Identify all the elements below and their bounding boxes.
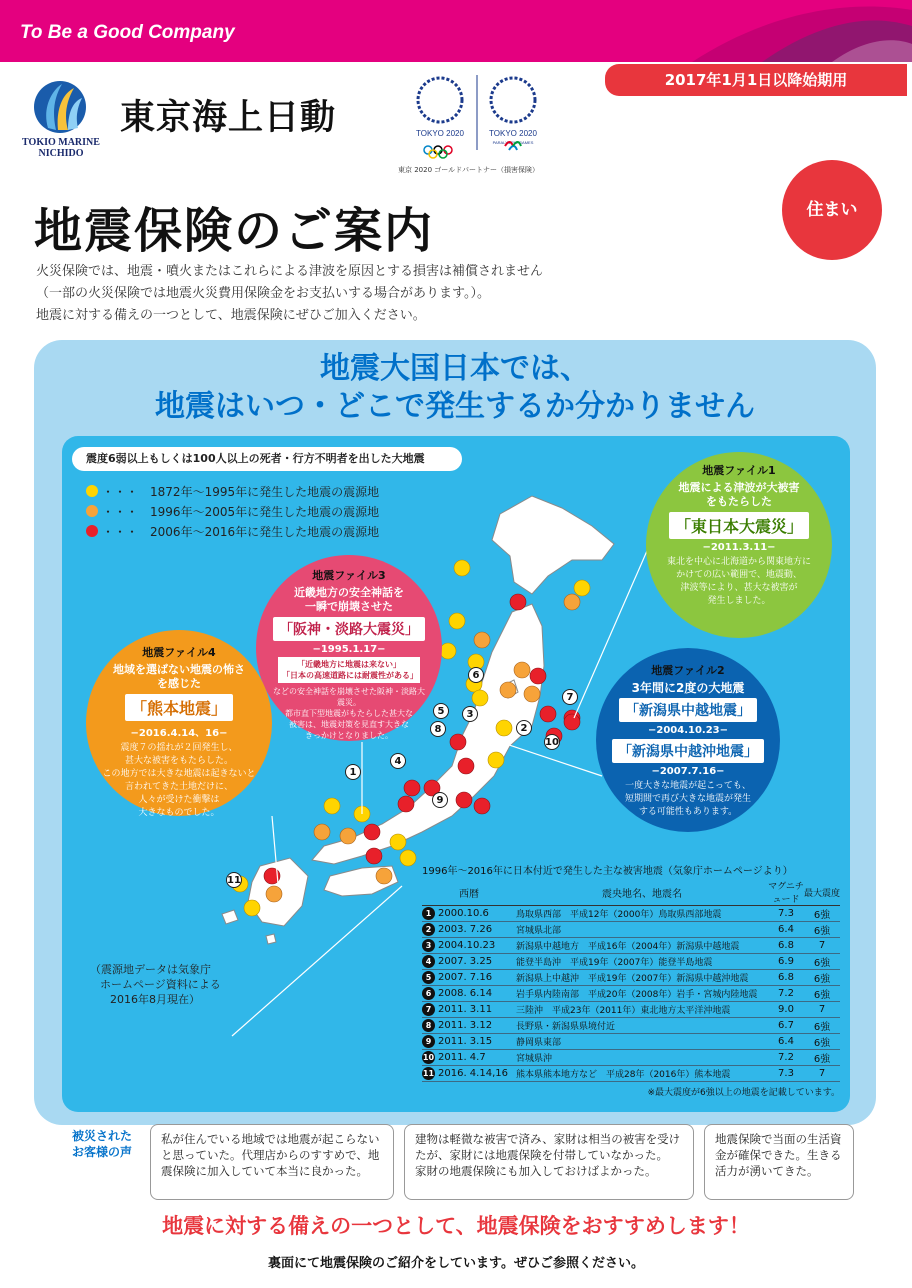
customer-voice-3: 地震保険で当面の生活資金が確保できた。生きる活力が湧いてきた。 xyxy=(704,1124,854,1200)
swoosh-graphic xyxy=(652,0,912,62)
legend-item: ・・・ 2006年〜2016年に発生した地震の震源地 xyxy=(86,524,379,540)
map-number-badge: 6 xyxy=(468,667,484,683)
customer-voice-1: 私が住んでいる地域では地震が起こらないと思っていた。代理店からのすすめで、地震保険に加入していて本当に良かった。 xyxy=(150,1124,394,1200)
tokyo2020-emblem-icon xyxy=(405,70,555,170)
tokio-marine-logo-icon xyxy=(32,78,88,136)
map-number-badge: 1 xyxy=(345,764,361,780)
recommend-message: 地震に対する備えの一つとして、地震保険をおすすめします！ xyxy=(162,1214,750,1238)
map-number-badge: 5 xyxy=(433,703,449,719)
map-number-badge: 8 xyxy=(430,721,446,737)
customer-voice-2: 建物は軽微な被害で済み、家財は相当の被害を受けたが、家財には地震保険を付帯していなかった。 家財の地震保険にも加入しておけばよかった。 xyxy=(404,1124,694,1200)
legend-dot-orange xyxy=(86,505,98,517)
map-number-badge: 4 xyxy=(390,753,406,769)
table-row: 5 2007. 7.16 新潟県上中越沖 平成19年（2007年）新潟県中越沖地震 6.8 6強 xyxy=(422,970,840,986)
legend-title: 震度6弱以上もしくは100人以上の死者・行方不明者を出した大地震 xyxy=(72,447,462,471)
panel-headline: 地震大国日本では、 地震はいつ・どこで発生するか分かりません xyxy=(155,351,755,424)
map-number-badge: 7 xyxy=(562,689,578,705)
quake-file-2: 地震ファイル2 3年間に2度の大地震 「新潟県中越地震」 −2004.10.23− 「新潟県中越沖地震」 −2007.7.16− 一度大きな地震が起こっても、 短期間で再び大きな地震が発生 する可能性もあります。 xyxy=(596,648,780,832)
table-row: 11 2016. 4.14,16 熊本県熊本地方など 平成28年（2016年）熊本地震 7.3 7 xyxy=(422,1066,840,1082)
earthquake-table xyxy=(422,862,840,1106)
top-band xyxy=(0,0,912,62)
table-row: 9 2011. 3.15 静岡県東部 6.4 6強 xyxy=(422,1034,840,1050)
svg-text:PARALYMPIC GAMES: PARALYMPIC GAMES xyxy=(492,140,534,145)
table-row: 4 2007. 3.25 能登半島沖 平成19年（2007年）能登半島地震 6.9 6強 xyxy=(422,954,840,970)
map-number-badge: 9 xyxy=(432,792,448,808)
intro-line: 地震に対する備えの一つとして、地震保険にぜひご加入ください。 xyxy=(36,308,426,323)
customer-voices-label: 被災された お客様の声 xyxy=(71,1129,132,1159)
slogan: To Be a Good Company xyxy=(20,22,235,43)
col-header-year: 西暦 xyxy=(422,879,516,906)
map-number-badge: 3 xyxy=(462,706,478,722)
svg-text:TOKYO 2020: TOKYO 2020 xyxy=(416,129,464,138)
col-header-place: 震央地名、地震名 xyxy=(516,879,768,906)
company-name: 東京海上日動 xyxy=(120,98,337,138)
legend-item: ・・・ 1872年〜1995年に発生した地震の震源地 xyxy=(86,484,379,500)
table-title: 1996年〜2016年に日本付近で発生した主な被害地震（気象庁ホームページより） xyxy=(422,866,793,877)
olympic-caption: 東京 2020 ゴールドパートナー（損害保険） xyxy=(398,166,539,174)
table-row: 8 2011. 3.12 長野県・新潟県県境付近 6.7 6強 xyxy=(422,1018,840,1034)
company-name-en: TOKIO MARINE NICHIDO xyxy=(22,137,100,159)
quake-file-1: 地震ファイル1 地震による津波が大被害 をもたらした 「東日本大震災」 −2011.3.11− 東北を中心に北海道から関東地方に かけての広い範囲で、地震動、 津波等により、甚大な被害が 発生しました。 xyxy=(646,452,832,638)
quake-file-3: 地震ファイル3 近畿地方の安全神話を 一瞬で崩壊させた 「阪神・淡路大震災」 −1995.1.17− 「近畿地方に地震は来ない」 「日本の高速道路には耐震性がある」 などの安全神話を崩壊させた阪神・淡路大震災。 都市直下型地震がもたらした甚大な 被害は、地震対策を見直す大きな きっかけとなりました。 xyxy=(256,555,442,741)
intro-text xyxy=(36,261,543,327)
category-badge: 住まい xyxy=(782,160,882,260)
table-note: ※最大震度が6強以上の地震を記載しています。 xyxy=(647,1088,840,1098)
table-header-row xyxy=(422,879,840,906)
back-page-note: 裏面にて地震保険のご紹介をしています。ぜひご参照ください。 xyxy=(268,1256,644,1271)
quake-file-4: 地震ファイル4 地域を選ばない地震の怖さ を感じた 「熊本地震」 −2016.4.14、16− 震度７の揺れが２回発生し、 甚大な被害をもたらした。 この地方では大きな地震は起きないと 言われてきた土地だけに、 人々が受けた衝撃は 大きなものでした。 xyxy=(86,630,272,816)
table-row: 2 2003. 7.26 宮城県北部 6.4 6強 xyxy=(422,922,840,938)
intro-line: （一部の火災保険では地震火災費用保険金をお支払いする場合があります。）。 xyxy=(36,286,490,301)
map-number-badge: 10 xyxy=(544,734,560,750)
map-number-badge: 11 xyxy=(226,872,242,888)
earthquake-list xyxy=(422,879,840,1082)
legend-dot-yellow xyxy=(86,485,98,497)
legend-dot-red xyxy=(86,525,98,537)
table-row: 6 2008. 6.14 岩手県内陸南部 平成20年（2008年）岩手・宮城内陸地震 7.2 6強 xyxy=(422,986,840,1002)
table-row: 1 2000.10.6 鳥取県西部 平成12年（2000年）鳥取県西部地震 7.3 6強 xyxy=(422,906,840,922)
source-note: （震源地データは気象庁 ホームページ資料による 2016年8月現在） xyxy=(90,963,221,1006)
table-row: 7 2011. 3.11 三陸沖 平成23年（2011年）東北地方太平洋沖地震 9.0 7 xyxy=(422,1002,840,1018)
table-row: 3 2004.10.23 新潟県中越地方 平成16年（2004年）新潟県中越地震 6.8 7 xyxy=(422,938,840,954)
intro-line: 火災保険では、地震・噴火またはこれらによる津波を原因とする損害は補償されません xyxy=(36,264,544,279)
col-header-magnitude: マグニチュード xyxy=(768,879,804,906)
col-header-max-intensity: 最大震度 xyxy=(804,879,840,906)
legend-item: ・・・ 1996年〜2005年に発生した地震の震源地 xyxy=(86,504,379,520)
map-number-badge: 2 xyxy=(516,720,532,736)
table-row: 10 2011. 4.7 宮城県沖 7.2 6強 xyxy=(422,1050,840,1066)
effective-date-tag: 2017年1月1日以降始期用 xyxy=(605,64,907,96)
svg-text:TOKYO 2020: TOKYO 2020 xyxy=(489,129,537,138)
page-title: 地震保険のご案内 xyxy=(34,203,435,259)
